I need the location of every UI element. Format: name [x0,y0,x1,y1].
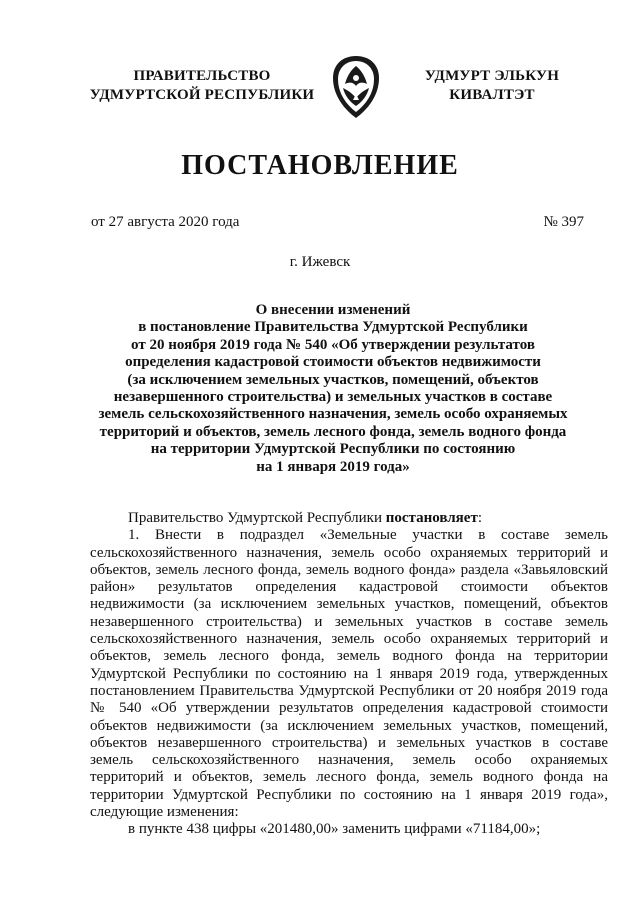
intro-text: Правительство Удмуртской Республики [128,510,386,526]
intro-keyword: постановляет [385,510,478,526]
issuer-right-line1: УДМУРТ ЭЛЬКУН [424,68,560,84]
issuer-left-line1: ПРАВИТЕЛЬСТВО [133,68,271,84]
subject-line: О внесении изменений [255,302,411,318]
subject-line: на территории Удмуртской Республики по состоянию [150,441,516,458]
body-line: объектов недвижимости (за исключением земельных участков, помещений, [90,717,608,734]
body-line: район» результатов определения кадастровой стоимости объектов [90,579,608,596]
body-line: незавершенного строительства) и земельных участков в составе земель [90,613,608,630]
body-line: земель сельскохозяйственного назначения, земель особо охраняемых [90,752,608,769]
subject-line: определения кадастровой стоимости объектов недвижимости [125,354,541,371]
subject-line: (за исключением земельных участков, помещений, объектов [127,371,539,388]
body-line: объектов, земель лесного фонда, земель водного фонда» раздела «Завьяловский [90,561,608,578]
document-type: ПОСТАНОВЛЕНИЕ [181,150,459,181]
body-line: сельскохозяйственного назначения, земель особо охраняемых территорий и [90,544,608,561]
document-subject [90,302,576,476]
intro-colon: : [477,510,482,526]
document-body [90,510,608,839]
issuer-left-line2: УДМУРТСКОЙ РЕСПУБЛИКИ [89,87,315,103]
document-number: № 397 [543,214,584,230]
body-line: в пункте 438 цифры «201480,00» заменить цифрами «71184,00»; [128,821,541,838]
subject-line: на 1 января 2019 года» [256,458,410,475]
subject-line: от 20 ноября 2019 года № 540 «Об утверждении результатов [131,336,535,353]
subject-line: земель сельскохозяйственного назначения, земель особо охраняемых [98,406,568,423]
body-line: недвижимости (за исключением земельных участков, помещений, объектов [90,596,608,613]
subject-line: незавершенного строительства) и земельных участков в составе [113,389,553,406]
body-line: территорий и объектов, земель лесного фонда, земель водного фонда на [90,769,608,786]
document-city: г. Ижевск [289,254,351,270]
coat-of-arms-icon [329,54,383,120]
body-line: объектов, земель лесного фонда, земель водного фонда на территории [90,648,608,665]
subject-line: в постановление Правительства Удмуртской Республики [138,319,528,336]
body-line: 1. Внести в подраздел «Земельные участки в составе земель [128,527,608,544]
body-line: объектов незавершенного строительства) и земельных участков в составе [90,734,608,751]
issuer-right [412,67,572,105]
issuer-right-line2: КИВАЛТЭТ [449,87,535,103]
body-line: территории Удмуртской Республики по состоянию на 1 января 2019 года», [90,786,608,803]
body-line: постановлением Правительства Удмуртской Республики от 20 ноября 2019 года [90,682,608,699]
body-line: следующие изменения: [90,804,239,821]
body-intro [90,510,608,527]
body-line: Удмуртской Республики по состоянию на 1 января 2019 года, утвержденных [90,665,608,682]
body-line: сельскохозяйственного назначения, земель особо охраняемых территорий и [90,631,608,648]
issuer-left [82,67,322,105]
document-date: от 27 августа 2020 года [91,214,240,230]
body-line: № 540 «Об утверждении результатов определения кадастровой стоимости [90,700,608,717]
subject-line: территорий и объектов, земель лесного фонда, земель водного фонда [99,423,567,440]
